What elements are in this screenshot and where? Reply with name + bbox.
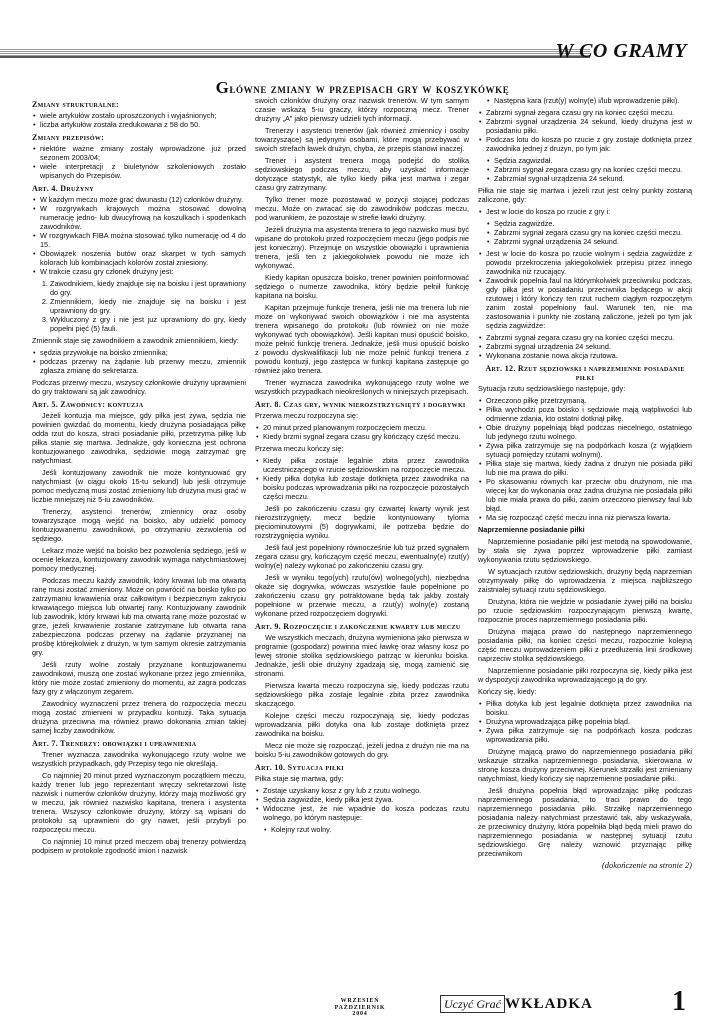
list-item: • Obowiązek noszenia butów oraz skarpet w tych samych kolorach lub kombinacjach kolorów został zniesiony. — [40, 249, 246, 267]
paragraph: Trener wyznacza zawodnika wykonującego rzuty wolne we wszystkich przypadkach nieokreślonych w niniejszych przepisach. — [255, 378, 469, 396]
paragraph: Sytuacja rzutu sędziowskiego następuje, gdy: — [478, 384, 626, 393]
list-art8-a — [255, 423, 469, 441]
list-item: • podczas przerwy na żądanie lub przerwy meczu, zmiennik zgłasza zmianę do sekretarza. — [40, 357, 246, 375]
list-przepisy — [32, 144, 246, 180]
heading-struct: Zmiany strukturalne: — [32, 100, 120, 109]
heading-art5: Art. 5. Zawodnicy: kontuzja — [32, 400, 144, 409]
list-item: 1. Zawodnikiem, kiedy znajduje się na boisku i jest uprawniony do gry. — [50, 279, 246, 297]
list-item: • Żywa piłka zatrzymuje się na podpórkach kosza podczas wprowadzania piłki. — [486, 726, 692, 744]
list-item: • Zabrzmi sygnał urządzenia 24 sekund. — [486, 342, 692, 351]
paragraph: Przerwa meczu kończy się: — [255, 444, 344, 453]
header-stripe — [0, 48, 590, 56]
heading-art4: Art. 4. Drużyny — [32, 184, 94, 193]
list-struct — [32, 111, 246, 129]
continuation-note: (dokończenie na stronie 2) — [601, 860, 692, 870]
heading-art10: Art. 10. Sytuacja piłki — [255, 763, 344, 772]
list-item: • Kiedy piłka dotyka lub zostaje dotknięta przez zawodnika na boisku podczas wprowadzania piłki na rozpoczęcie pozostałych części meczu. — [263, 474, 469, 501]
column-3 — [478, 96, 692, 873]
list-item: • Piłka wychodzi poza boisko i sędziowie mają wątpliwości lub odmienne zdania, kto ostatni dotknął piłkę. — [486, 405, 692, 423]
list-item: • Obie drużyny popełniają błąd podczas niecelnego, ostatniego lub jedynego rzutu wolnego. — [486, 423, 692, 441]
section-title: W CO GRAMY — [555, 40, 687, 62]
paragraph: Kolejne części meczu rozpoczynają się, kiedy podczas wprowadzania piłki dotyka ona lub zostaje dotknięta przez zawodnika na boisku. — [255, 711, 469, 738]
paragraph: Zawodnicy wyznaczeni przez trenera do rozpoczęcia meczu mogą zostać zmienieni w przypadku kontuzji. Taka sytuacja drużyna przeciwna ma również prawo dokonania zmian takiej samej liczby zawodników. — [32, 699, 246, 735]
subheading-naprzemienne: Naprzemienne posiadanie piłki — [478, 525, 585, 534]
paragraph: Pierwsza kwarta meczu rozpoczyna się, kiedy podczas rzutu sędziowskiego piłka zostaje legalnie zbita przez zawodnika skaczącego. — [255, 681, 469, 708]
paragraph: Lekarz może wejść na boisko bez pozwolenia sędziego, jeśli w ocenie lekarza, kontuzjowany zawodnik wymaga natychmiastowej pomocy medycznej. — [32, 546, 246, 573]
heading-art12: Art. 12. Rzut sędziowski i naprzemienne posiadanie piłki — [485, 364, 685, 382]
heading-art8: Art. 8. Czas gry, wynik nierozstrzygnięty i dogrywki — [255, 400, 466, 409]
paragraph: Podczas przerwy meczu, wszyscy członkowie drużyny uprawnieni do gry traktowani są jak zawodnicy. — [32, 378, 246, 396]
paragraph: Drużyna, która nie wejdzie w posiadanie żywej piłki na boisku po rzucie sędziowskim rozpoczynającym pierwszą kwartę, rozpocznie proces naprzemiennego posiadania piłki. — [478, 597, 692, 624]
list-item: • Wykonana zostanie nowa akcja rzutowa. — [486, 351, 692, 360]
paragraph: Drużynę mającą prawo do naprzemiennego posiadania piłki wskazuje strzałka naprzemiennego posiadania, skierowana w stronę kosza drużyny przeciwnej. Kierunek strzałki jest zmieniany natychmiast, kiedy kończy się naprzemienne posiadanie piłki. — [478, 747, 692, 783]
paragraph: Co najmniej 20 minut przed wyznaczonym początkiem meczu, każdy trener lub jego reprezentant wręczy sekretarzowi listę nazwisk i numerów członków drużyny, którzy mają możliwość gry w meczu, jak również nazwisko kapitana, trenera i asystenta trenera. Wszyscy członkowie drużyny, którzy są wpisani do protokołu są uprawnieni do gry nawet, jeśli przybyli po rozpoczęciu meczu. — [32, 771, 246, 834]
paragraph: Naprzemienne posiadanie piłki jest metodą na spowodowanie, by stała się żywa poprzez wprowadzenie piłki zamiast wykonywania rzutu sędziowskiego. — [478, 537, 692, 564]
list-top — [478, 108, 692, 153]
list-item: • Jest w locie do kosza po rzucie z gry i: — [486, 207, 692, 216]
list-item: • W rozgrywkach FIBA można stosować tylko numerację od 4 do 15. — [40, 231, 246, 249]
column-1 — [32, 96, 246, 858]
paragraph: Mecz nie może się rozpocząć, jeżeli jedna z drużyn nie ma na boisku 5-iu zawodników gotowych do gry. — [255, 741, 469, 759]
paragraph: Piłka staje się martwa, gdy: — [255, 774, 344, 783]
column-2 — [255, 96, 469, 837]
list-item: • Orzeczono piłkę przetrzymaną. — [486, 396, 692, 405]
list-item: • Kiedy piłka zostaje legalnie zbita przez zawodnika uczestniczącego w rzucie sędziowskim na rozpoczęcie meczu. — [263, 456, 469, 474]
list-item: • Kolejny rzut wolny. — [271, 825, 469, 834]
list-item: • Zabrzmi sygnał zegara czasu gry na koniec części meczu. — [486, 333, 692, 342]
paragraph: Jeśli kontuzjowany zawodnik nie może kontynuować gry natychmiast (w ciągu około 15-tu sekund) lub jeśli otrzymuje pomoc medyczną musi zostać zmieniony lub drużyna musi grać w liczbie mniejszej niż 5-iu zawodników. — [32, 468, 246, 504]
list-item: • Zostaje uzyskany kosz z gry lub z rzutu wolnego. — [263, 786, 469, 795]
paragraph: Co najmniej 10 minut przed meczem obaj trenerzy potwierdzą podpisem w protokole zgodność imion i nazwisk — [32, 837, 246, 855]
list-item: • Kiedy brzmi sygnał zegara czasu gry kończący część meczu. — [263, 432, 469, 441]
paragraph: Jeśli w wyniku tego(ych) rzutu(ów) wolnego(ych), niezbędna okaże się dogrywka, wówczas wszystkie faule popełnione po zakończeniu czasu gry potraktowane będą tak jakby zostały popełnione w przerwie meczu, a rzut(y) wolny(e) zostaną wykonane przed rozpoczęciem dogrywki. — [255, 573, 469, 618]
list-item: • Zabrzmi sygnał urządzenia 24 sekund, kiedy drużyna jest w posiadaniu piłki. — [486, 117, 692, 135]
heading-art7: Art. 7. Trenerzy: obowiązki i uprawnienia — [32, 739, 197, 748]
list-item: • Zabrzmi sygnał zegara czasu gry na koniec części meczu. — [486, 108, 692, 117]
numbered-list-art4 — [32, 279, 246, 333]
list-item: • Zawodnik popełnia faul na którymkolwiek przeciwniku podczas, gdy piłka jest w posiadaniu przeciwnika będącego w akcji rzutowej i który kończy ten rzut ruchem ciągłym rozpoczętym zanim został popełniony faul. Warunek ten, nie ma zastosowania i punkty nie zostaną zaliczone, jeżeli po tym jak sędzia zagwiżdże: — [486, 276, 692, 330]
paragraph: Kapitan przejmuje funkcje trenera, jeśli nie ma trenera lub nie może on wykonywać swoich obowiązków i nie ma asystenta trenera wpisanego do protokołu (lub również on nie może wykonywać tych obowiązków). Jeśli kapitan musi opuścić boisko, może pełnić funkcję trenera. Jednakże, jeśli musi opuścić boisko z powodu dyskwalifikacji lub nie może pełnić funkcji trenera z powodu kontuzji, jego zastępca w funkcji kapitana zastępuje go również jako trenera. — [255, 303, 469, 375]
paragraph: Naprzemienne posiadanie piłki rozpoczyna się, kiedy piłka jest w dyspozycji zawodnika wprowadzającego ją do gry. — [478, 666, 692, 684]
issue-date-line: 2004 — [352, 1011, 368, 1017]
paragraph: Jeżeli kontuzja ma miejsce, gdy piłka jest żywa, sędzia nie powinien gwizdać do momentu, kiedy drużyna posiadająca piłkę odda rzut do kosza, straci posiadanie piłki, przetrzyma piłkę lub piłka stanie się martwa. Jednakże, gdy konieczna jest ochrona kontuzjowanego zawodnika, sędziowie mogą zatrzymać grę natychmiast. — [32, 411, 246, 465]
list-art12 — [478, 396, 692, 522]
issue-date-line: PAŹDZIERNIK — [334, 1004, 386, 1011]
heading-przepisy: Zmiany przepisów: — [32, 133, 105, 142]
article-headline: Główne zmiany w przepisach gry w koszykówkę — [215, 78, 510, 97]
paragraph: Zmiennik staje się zawodnikiem a zawodnik zmiennikiem, kiedy: — [32, 336, 239, 345]
list-item: • Podczas lotu do kosza po rzucie z gry zostaje dotknięta przez zawodnika jednej z drużyn, po tym jak: — [486, 135, 692, 153]
page-number: 1 — [672, 986, 686, 1017]
list-item: • Sędzia zagwiżdże, kiedy piłka jest żywa. — [263, 795, 469, 804]
list-item: • W trakcie czasu gry członek drużyny jest: — [40, 267, 246, 276]
list-art4-b — [32, 348, 246, 375]
paragraph: Jeśli faul jest popełniony równocześnie lub tuż przed sygnałem zegara czasu gry, kończącym część meczu, ewentualny(e) rzut(y) wolny(e) należy wykonać po zakończeniu czasu gry. — [255, 543, 469, 570]
list-item: • W każdym meczu może grać dwunastu (12) członków drużyny. — [40, 195, 246, 204]
paragraph: Jeżeli drużyna ma asystenta trenera to jego nazwisko musi być wpisane do protokołu przed rozpoczęciem meczu (jego podpis nie jest konieczny). Przejmuje on wszystkie obowiązki i uprawnienia trenera, jeśli ten z jakiegokolwiek powodu nie może ich wykonywać. — [255, 225, 470, 270]
sublist-top — [478, 96, 692, 105]
list-art4 — [32, 195, 246, 276]
list-item: • Ma się rozpocząć część meczu inna niż pierwsza kwarta. — [486, 513, 692, 522]
list-item: • Żywa piłka zatrzymuje się na podpórkach kosza (z wyjątkiem sytuacji pomiędzy rzutami wolnymi). — [486, 441, 692, 459]
list-item: • Drużyna wprowadzająca piłkę popełnia błąd. — [486, 717, 692, 726]
paragraph: Jeśli po zakończeniu czasu gry czwartej kwarty wynik jest nierozstrzygnięty, mecz będzie kontynuowany tyloma pięciominutowymi (5) dogrywkami, ile potrzeba będzie do rozstrzygnięcia wyniku. — [255, 504, 469, 540]
heading-art9: Art. 9. Rozpoczęcie i zakończenie kwarty lub meczu — [255, 622, 461, 631]
list-item: • niektóre ważne zmiany zostały wprowadzone już przed sezonem 2003/04; — [40, 144, 246, 162]
paragraph: Trenerzy i asystenci trenerów (jak również zmiennicy i osoby towarzyszące) są jedynymi osobami, które mogą przebywać w swoich strefach ławek drużyn, chyba, że przepis stanowi inaczej. — [255, 126, 469, 153]
list-item: • Sędzia zagwizdał. — [494, 156, 692, 165]
paragraph: Trenerzy, asystenci trenerów, zmiennicy oraz osoby towarzyszące mogą wejść na boisko, aby udzielić pomocy kontuzjowanemu zawodnikowi, po otrzymaniu zezwolenia od sędziego. — [32, 507, 246, 543]
paragraph: Trener wyznacza zawodnika wykonującego rzuty wolne we wszystkich przypadkach, gdy Przepisy tego nie określają. — [32, 750, 246, 768]
list-item: 2. Zmiennikiem, kiedy nie znajduje się na boisku i jest uprawniony do gry. — [50, 297, 246, 315]
list-item: • W rozgrywkach krajowych można stosować dowolną numerację jedno- lub dwucyfrową na koszulkach i spodenkach zawodników. — [40, 204, 246, 231]
paragraph: Przerwa meczu rozpoczyna się: — [255, 411, 359, 420]
list-item: • Piłka staje się martwa, kiedy żadna z drużyn nie posiada piłki lub nie ma prawa do piłki. — [486, 459, 692, 477]
paragraph: Piłka nie staje się martwa i jeżeli rzut jest celny punkty zostaną zaliczone, gdy: — [478, 186, 692, 204]
header-rule — [0, 56, 590, 58]
list-b — [478, 207, 692, 216]
list-item: • Sędzia zagwiżdże. — [494, 219, 692, 228]
list-item: • Jest w locie do kosza po rzucie wolnym i sędzia zagwiżdże z powodu przekroczenia jakiegokolwiek przepisu przez innego zawodnika niż rzucający. — [486, 249, 692, 276]
paragraph: Kiedy kapitan opuszcza boisko, trener powinien poinformować sędziego o numerze zawodnika, który będzie pełnił funkcję kapitana na boisku. — [255, 273, 469, 300]
list-art8-b — [255, 456, 469, 501]
sublist-art10 — [255, 825, 469, 834]
issue-date-line: WRZESIEŃ — [340, 998, 380, 1004]
list-art10 — [255, 786, 469, 822]
paragraph: swoich członków drużyny oraz nazwisk trenerów. W tym samym czasie wskażą 5-iu graczy, którzy rozpoczną mecz. Trener drużyny „A” jako pierwszy udzieli tych informacji. — [255, 96, 469, 123]
paragraph: Tylko trener może pozostawać w pozycji stojącej podczas meczu. Może on zwracać się do zawodników podczas meczu, pod warunkiem, że pozostaje w strefie ławki drużyny. — [255, 195, 469, 222]
magazine-logo: Uczyć Grać — [440, 995, 505, 1013]
list-item: 3. Wykluczony z gry i nie jest już uprawniony do gry, kiedy popełni pięć (5) fauli. — [50, 315, 246, 333]
paragraph: Kończy się, kiedy: — [478, 687, 537, 696]
list-item: • liczba artykułów została zredukowana z 58 do 50. — [40, 120, 246, 129]
list-item: • wiele interpretacji z biuletynów szkoleniowych zostało wpisanych do Przepisów. — [40, 162, 246, 180]
paragraph: Jeśli drużyna popełnia błąd wprowadzając piłkę podczas naprzemiennego posiadania, to traci prawo do tego naprzemiennego posiadania piłki. Strzałkę naprzemiennego posiadania należy natychmiast przestawić tak, aby wskazywała, że przeciwnicy drużyny, która popełniła błąd będą mieli prawo do naprzemiennego posiadania w następnej sytuacji rzutu sędziowskiego. Grę należy wznowić przyznając piłkę przeciwnikom — [478, 786, 692, 858]
paragraph: Jeśli rzuty wolne zostały przyznane kontuzjowanemu zawodnikowi, muszą one zostać wykonane przez jego zmiennika, który nie może zostać zmieniony do momentu, aż zagra podczas fazy gry z włączonym zegarem. — [32, 660, 246, 696]
paragraph: Trener i asystent trenera mogą podejść do stolika sędziowskiego podczas meczu, aby uzyskać informacje dotyczące statystyk, ale tylko kiedy piłka jest martwa i zegar czasu gry zatrzymany. — [255, 156, 469, 192]
list-d — [478, 333, 692, 360]
list-item: • wiele artykułów zostało uproszczonych i wyjaśnionych; — [40, 111, 246, 120]
sublist-top-2 — [478, 156, 692, 183]
list-item: • Zabrzmi sygnał urządzenia 24 sekund. — [494, 237, 692, 246]
list-item: • Zabrzmiał sygnał urządzenia 24 sekund. — [494, 174, 692, 183]
list-item: • Widoczne jest, że nie wpadnie do kosza podczas rzutu wolnego, po którym następuje: — [263, 804, 469, 822]
sublist-b — [478, 219, 692, 246]
list-item: • 20 minut przed planowanym rozpoczęciem meczu. — [263, 423, 469, 432]
insert-label: WKŁADKA — [505, 996, 593, 1012]
issue-date — [310, 998, 410, 1018]
paragraph: We wszystkich meczach, drużyna wymieniona jako pierwsza w programie (gospodarz) powinna mieć ławkę oraz własny kosz po lewej stronie stolika sędziowskiego patrząc w kierunku boiska. Jednakże, jeśli obie drużyny zgadzają się, mogą zamienić się stronami. — [255, 633, 469, 678]
paragraph: Drużyna mająca prawo do następnego naprzemiennego posiadania piłki, na koniec części meczu, rozpocznie kolejną część meczu wprowadzeniem piłki z przedłużenia linii środkowej naprzeciw stolika sędziowskiego. — [478, 627, 692, 663]
list-c — [478, 249, 692, 330]
paragraph: W sytuacjach rzutów sędziowskich, drużyny będą naprzemian otrzymywały piłkę do wprowadzenia z miejsca najbliższego zaistniałej sytuacji rzutu sędziowskiego. — [478, 567, 692, 594]
list-item: • Zabrzmi sygnał zegara czasu gry na koniec części meczu. — [494, 228, 692, 237]
list-naprz — [478, 699, 692, 744]
list-item: • sędzia przywołuje na boisko zmiennika; — [40, 348, 246, 357]
list-item: • Piłka dotyka lub jest legalnie dotknięta przez zawodnika na boisku. — [486, 699, 692, 717]
list-item: • Zabrzmi sygnał zegara czasu gry na koniec części meczu. — [494, 165, 692, 174]
paragraph: Podczas meczu każdy zawodnik, który krwawi lub ma otwartą ranę musi zostać zmieniony. Może on powrócić na boisko tylko po zatrzymaniu krwawienia oraz całkowitym i bezpiecznym zakryciu krwawiącego miejsca lub otwartej rany. Kontuzjowany zawodnik lub zawodnik, który krwawi lub ma otwartą ranę może pozostać w grze, jeżeli krwawienie zostanie zatrzymane lub otwarta rana zabezpieczona podczas przerwy na żądanie przyznanej na prośbę którejkolwiek z drużyn, w tym samym okresie zatrzymania gry. — [32, 576, 246, 657]
list-item: • Następna kara (rzut(y) wolny(e) i/lub wprowadzenie piłki). — [494, 96, 692, 105]
list-item: • Po skasowaniu równych kar przeciw obu drużynom, nie ma więcej kar do wykonania oraz żadna drużyna nie posiadała piłki lub nie miała prawa do piłki, zanim orzeczono pierwszy faul lub błąd. — [486, 477, 692, 513]
